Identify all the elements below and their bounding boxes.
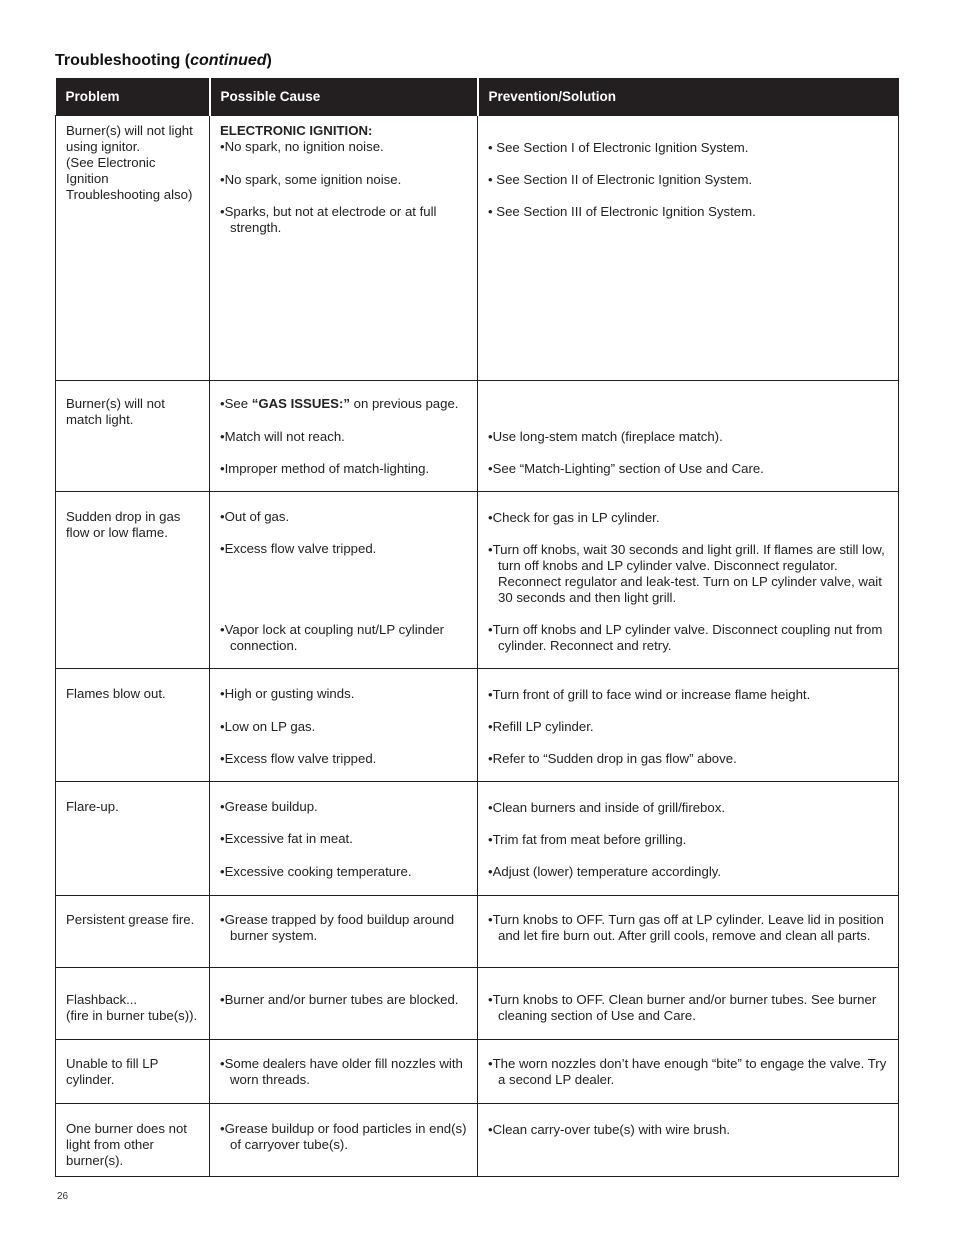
cause-item: •Grease buildup. xyxy=(220,799,318,814)
page-title: Troubleshooting (continued) xyxy=(55,52,272,69)
problem-text: Burner(s) will not match light. xyxy=(66,396,165,427)
solution-item: •Turn knobs to OFF. Turn gas off at LP cylinder. Leave lid in position and let fire burn out. After grill cools, remove and clean all parts. xyxy=(488,912,884,943)
cause-cell xyxy=(210,381,478,492)
cause-item: •Sparks, but not at electrode or at full strength. xyxy=(220,204,437,235)
cause-cell xyxy=(210,1040,478,1104)
cause-item: •Low on LP gas. xyxy=(220,719,316,734)
cause-cell xyxy=(210,896,478,968)
solution-cell xyxy=(478,116,899,381)
solution-item: • See Section III of Electronic Ignition System. xyxy=(488,204,756,219)
solution-cell xyxy=(478,381,899,492)
solution-item: •Use long-stem match (fireplace match). xyxy=(488,429,723,444)
solution-item: •Trim fat from meat before grilling. xyxy=(488,832,687,847)
cause-item: •No spark, no ignition noise. xyxy=(220,139,384,154)
solution-cell xyxy=(478,1040,899,1104)
cause-item: •Excessive cooking temperature. xyxy=(220,864,412,879)
problem-cell xyxy=(56,1104,210,1177)
cause-cell xyxy=(210,782,478,896)
solution-item: •Refer to “Sudden drop in gas flow” above. xyxy=(488,751,737,766)
header-possible-cause: Possible Cause xyxy=(210,78,478,116)
solution-cell xyxy=(478,968,899,1040)
cause-cell xyxy=(210,968,478,1040)
solution-cell xyxy=(478,492,899,669)
problem-cell xyxy=(56,492,210,669)
solution-item: • See Section II of Electronic Ignition System. xyxy=(488,172,753,187)
cause-item: •Improper method of match-lighting. xyxy=(220,461,430,476)
table-row xyxy=(56,381,899,492)
problem-cell xyxy=(56,381,210,492)
problem-cell xyxy=(56,1040,210,1104)
cause-item: •Grease buildup or food particles in end(s) of carryover tube(s). xyxy=(220,1121,467,1152)
cause-cell xyxy=(210,669,478,782)
solution-item: • See Section I of Electronic Ignition System. xyxy=(488,140,749,155)
table-row xyxy=(56,669,899,782)
header-problem: Problem xyxy=(56,78,210,116)
problem-text: Flames blow out. xyxy=(66,686,166,701)
cause-cell xyxy=(210,1104,478,1177)
problem-cell xyxy=(56,782,210,896)
solution-item: •Turn off knobs and LP cylinder valve. Disconnect coupling nut from cylinder. Reconnect and retry. xyxy=(488,622,883,653)
problem-text: Unable to fill LP cylinder. xyxy=(66,1056,159,1087)
cause-item: •No spark, some ignition noise. xyxy=(220,172,402,187)
problem-text: Persistent grease fire. xyxy=(66,912,195,927)
cause-item: •Grease trapped by food buildup around burner system. xyxy=(220,912,455,943)
cause-item: •Out of gas. xyxy=(220,509,290,524)
table-row xyxy=(56,1040,899,1104)
solution-cell xyxy=(478,1104,899,1177)
table-row xyxy=(56,492,899,669)
table-row xyxy=(56,782,899,896)
solution-item: •Refill LP cylinder. xyxy=(488,719,594,734)
problem-cell xyxy=(56,896,210,968)
solution-item: •The worn nozzles don’t have enough “bite” to engage the valve. Try a second LP dealer. xyxy=(488,1056,887,1087)
problem-text: Burner(s) will not light using ignitor. (See Electronic Ignition Troubleshooting also) xyxy=(66,123,193,202)
problem-cell xyxy=(56,968,210,1040)
solution-item: •Check for gas in LP cylinder. xyxy=(488,510,660,525)
solution-item: •Clean burners and inside of grill/firebox. xyxy=(488,800,725,815)
cause-cell xyxy=(210,116,478,381)
table-row xyxy=(56,1104,899,1177)
page-number: 26 xyxy=(57,1191,69,1202)
solution-item: •Adjust (lower) temperature accordingly. xyxy=(488,864,722,879)
solution-item: •Turn off knobs, wait 30 seconds and light grill. If flames are still low, turn off knobs and LP cylinder valve. Disconnect regulator. Reconnect regulator and leak-test. Turn on LP cylinder valve, wait 30 seconds and then light grill. xyxy=(488,542,885,605)
problem-text: One burner does not light from other burner(s). xyxy=(66,1121,187,1168)
solution-item: •Turn front of grill to face wind or increase flame height. xyxy=(488,687,811,702)
table-row xyxy=(56,116,899,381)
cause-item: •Excessive fat in meat. xyxy=(220,831,353,846)
solution-cell xyxy=(478,669,899,782)
cause-item: •Burner and/or burner tubes are blocked. xyxy=(220,992,459,1007)
table-header-row xyxy=(56,78,899,116)
cause-heading: ELECTRONIC IGNITION: xyxy=(220,123,373,138)
cause-item: •Vapor lock at coupling nut/LP cylinder connection. xyxy=(220,622,445,653)
solution-item: •Turn knobs to OFF. Clean burner and/or burner tubes. See burner cleaning section of Use and Care. xyxy=(488,992,877,1023)
cause-item: •High or gusting winds. xyxy=(220,686,355,701)
problem-cell xyxy=(56,669,210,782)
solution-cell xyxy=(478,896,899,968)
table-row xyxy=(56,896,899,968)
cause-cell xyxy=(210,492,478,669)
solution-item: •See “Match-Lighting” section of Use and Care. xyxy=(488,461,764,476)
problem-text: Sudden drop in gas flow or low flame. xyxy=(66,509,181,540)
problem-text: Flare-up. xyxy=(66,799,119,814)
header-prevention-solution: Prevention/Solution xyxy=(478,78,899,116)
cause-item: •Excess flow valve tripped. xyxy=(220,541,377,556)
solution-item: •Clean carry-over tube(s) with wire brush. xyxy=(488,1122,731,1137)
problem-cell xyxy=(56,116,210,381)
table-row xyxy=(56,968,899,1040)
cause-item: •Some dealers have older fill nozzles with worn threads. xyxy=(220,1056,463,1087)
troubleshooting-table xyxy=(55,78,899,1177)
problem-text: Flashback... (fire in burner tube(s)). xyxy=(66,992,198,1023)
cause-item: •Excess flow valve tripped. xyxy=(220,751,377,766)
cause-item: •See “GAS ISSUES:” on previous page. xyxy=(220,396,459,411)
solution-cell xyxy=(478,782,899,896)
cause-item: •Match will not reach. xyxy=(220,429,345,444)
